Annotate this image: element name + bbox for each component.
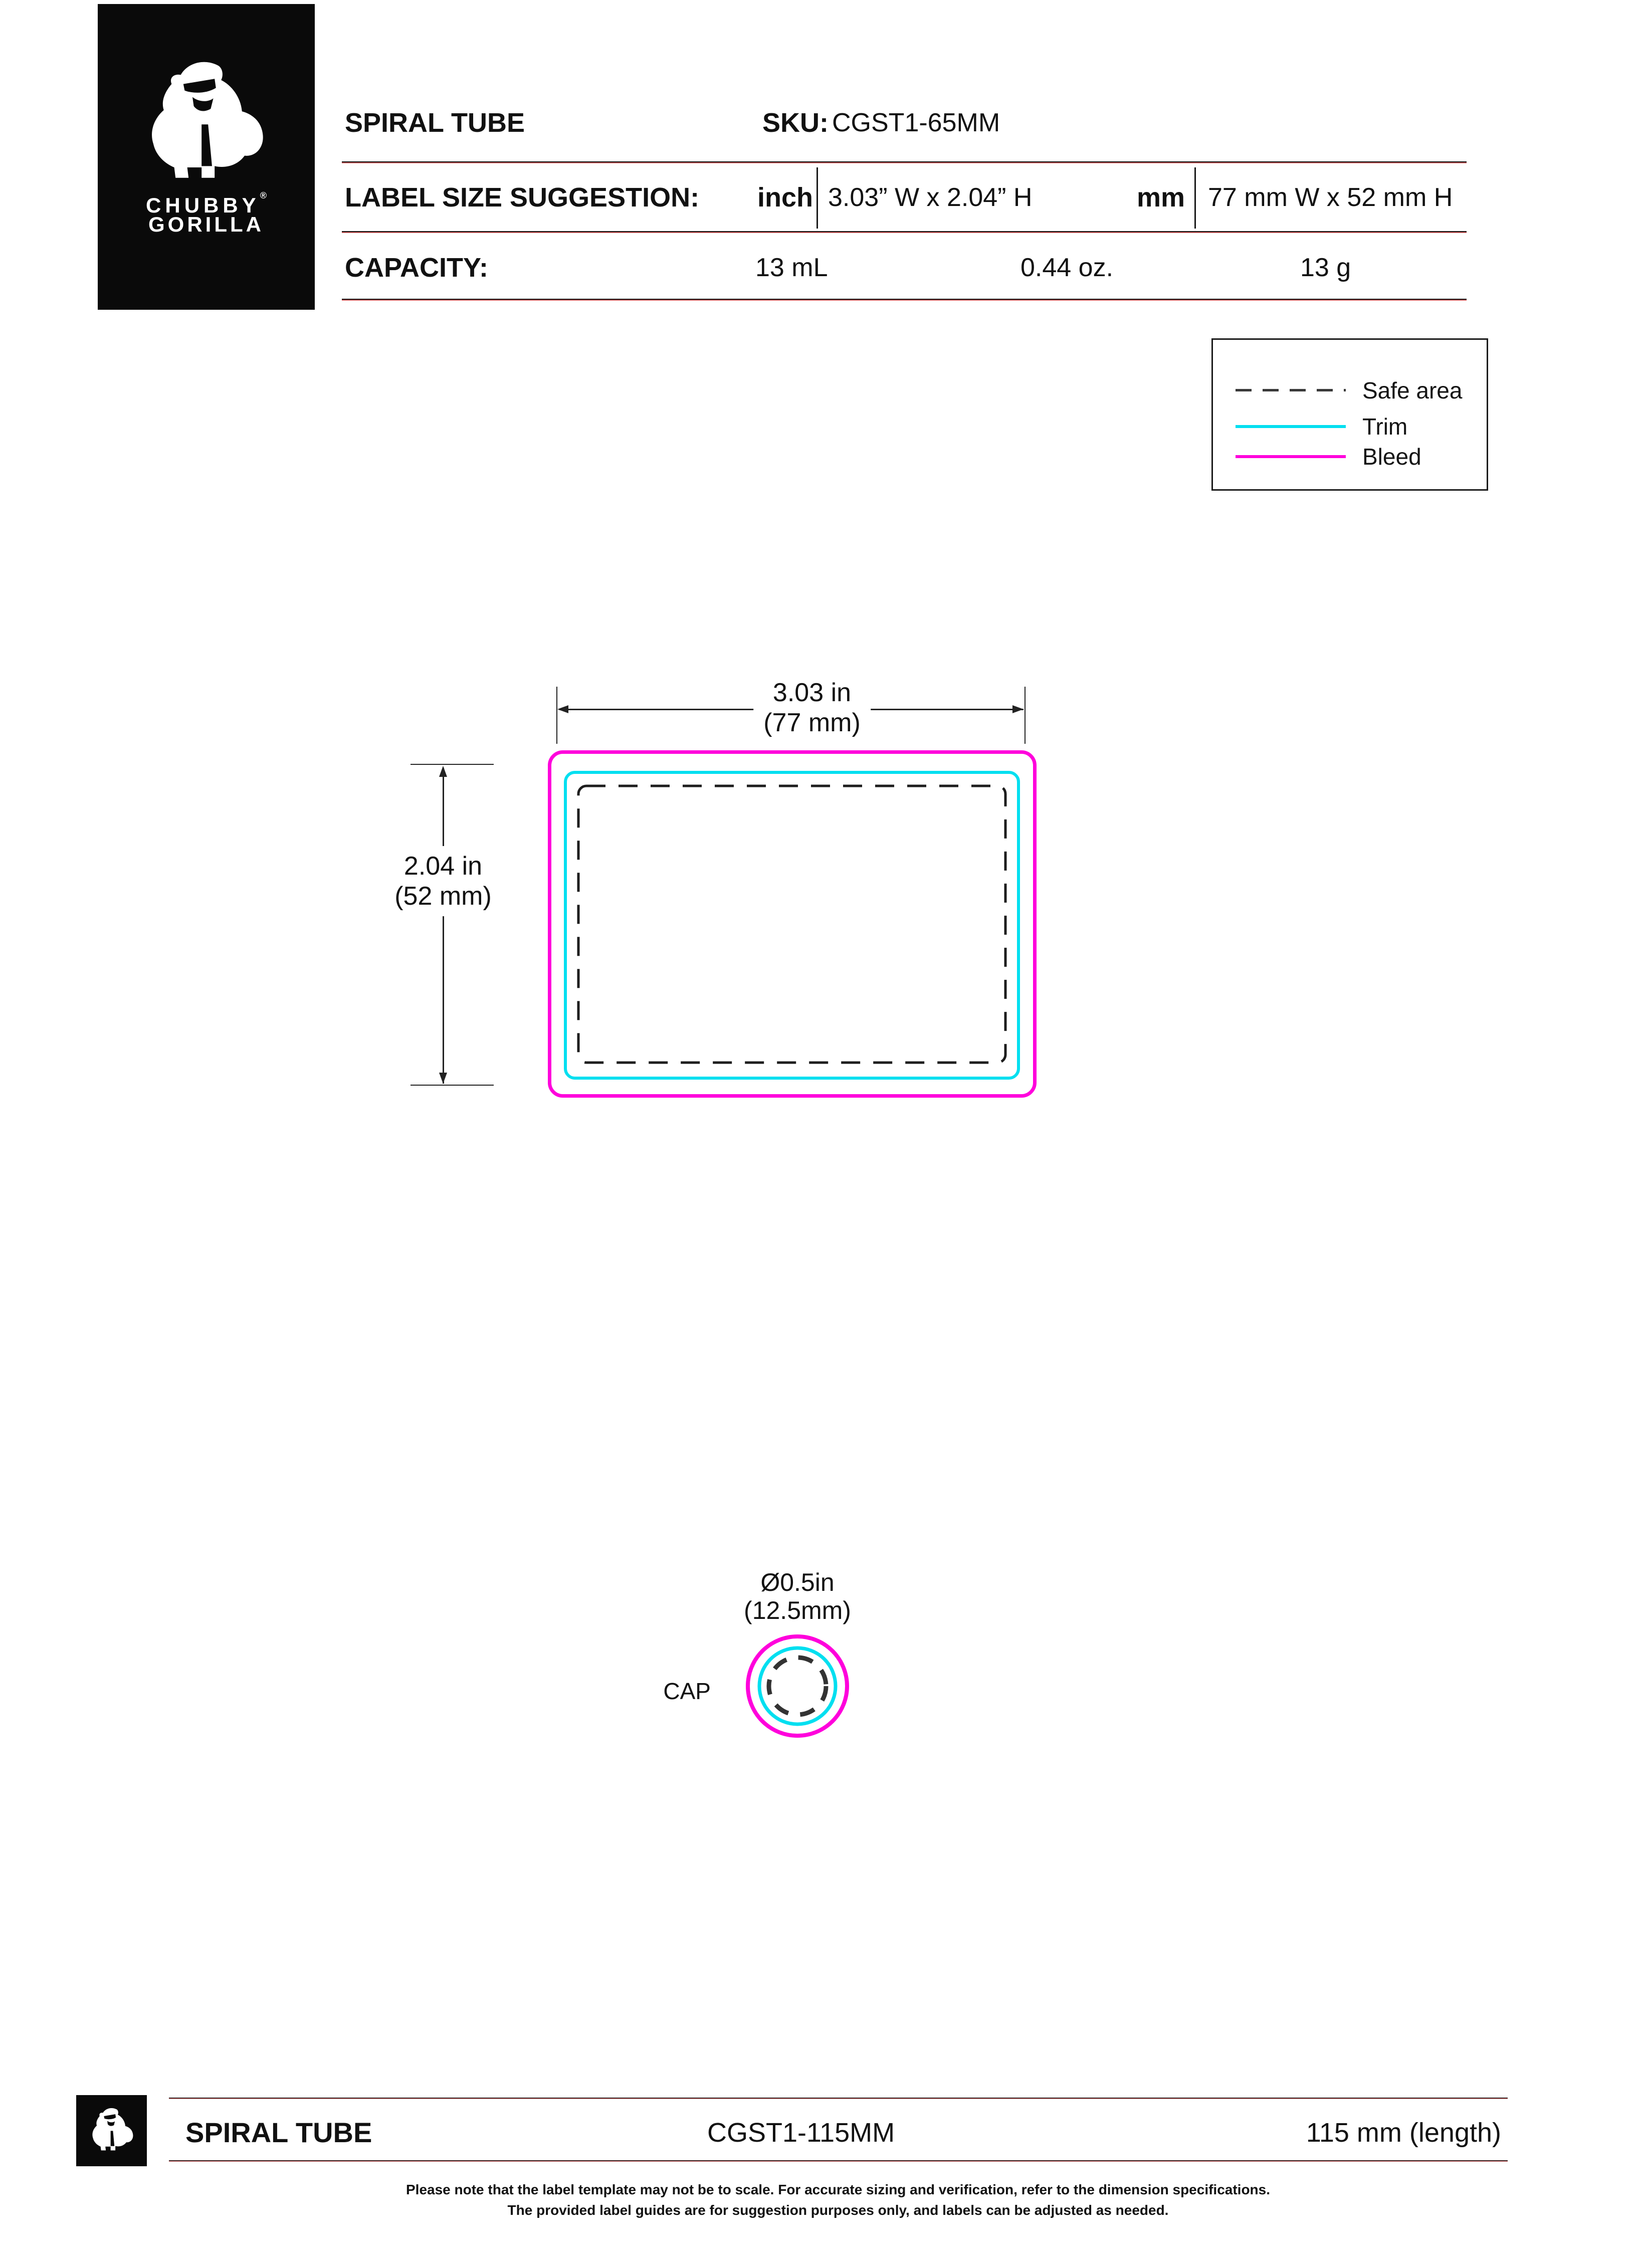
legend-box [1211, 338, 1488, 491]
footer-rule-top [169, 2098, 1508, 2099]
trim-line-sample [1236, 425, 1346, 428]
height-dimension-line [443, 768, 444, 1084]
footer-product-title: SPIRAL TUBE [185, 2117, 372, 2148]
product-title: SPIRAL TUBE [345, 108, 525, 138]
header-rule-2 [342, 231, 1467, 233]
capacity-g-value: 13 g [1300, 253, 1351, 282]
arrow-down-icon [439, 1073, 447, 1084]
cap-outline [742, 1631, 853, 1741]
sku-value: CGST1-65MM [832, 108, 1000, 137]
height-extension-line-top [411, 764, 494, 765]
cap-diameter-inches: Ø0.5in [760, 1568, 835, 1596]
footer-rule-bottom [169, 2160, 1508, 2162]
label-size-suggestion-label: LABEL SIZE SUGGESTION: [345, 182, 700, 213]
legend-bleed-label: Bleed [1362, 444, 1421, 470]
footer-note-line1: Please note that the label template may not be to scale. For accurate sizing and verification, refer to the dimension specifications. [405, 2182, 1271, 2197]
bleed-line-sample [1236, 455, 1346, 458]
footer-length-value: 115 mm (length) [1306, 2118, 1501, 2148]
brand-name-chubby: CHUBBY [146, 193, 260, 217]
footer-note-line2: The provided label guides are for suggestion purposes only, and labels can be adjusted as needed. [507, 2202, 1169, 2218]
arrow-right-icon [1012, 705, 1023, 713]
header-rule-3 [342, 299, 1467, 301]
legend-trim-label: Trim [1362, 414, 1408, 440]
divider-inch [816, 167, 818, 229]
gorilla-icon [140, 57, 271, 187]
safe-area-outline [575, 783, 1008, 1066]
width-millimeters: (77 mm) [763, 708, 861, 737]
safe-area-line-sample [1236, 389, 1346, 391]
cap-label: CAP [663, 1678, 711, 1704]
brand-logo [98, 4, 315, 310]
height-extension-line-bottom [411, 1085, 494, 1086]
mm-size-value: 77 mm W x 52 mm H [1208, 183, 1453, 212]
inch-size-value: 3.03” W x 2.04” H [828, 183, 1033, 212]
width-extension-line-right [1025, 687, 1026, 744]
registered-mark: ® [260, 190, 267, 200]
capacity-label: CAPACITY: [345, 253, 488, 283]
divider-mm [1194, 167, 1196, 229]
cap-diameter-millimeters: (12.5mm) [744, 1596, 851, 1624]
footer-sku-value: CGST1-115MM [707, 2118, 895, 2148]
mm-unit-label: mm [1136, 182, 1185, 213]
cap-diameter-text [744, 1568, 851, 1624]
brand-wordmark-line2: GORILLA [148, 213, 264, 236]
height-millimeters: (52 mm) [394, 882, 492, 911]
capacity-oz-value: 0.44 oz. [1020, 253, 1114, 282]
height-inches: 2.04 in [403, 852, 483, 881]
height-dimension-text [387, 846, 499, 916]
footer-logo [76, 2095, 147, 2166]
arrow-up-icon [439, 766, 447, 777]
width-extension-line-left [556, 687, 557, 744]
width-inches: 3.03 in [772, 678, 852, 707]
gorilla-icon [88, 2106, 136, 2154]
sku-label: SKU: [762, 108, 829, 138]
width-dimension-text [753, 675, 871, 741]
legend-safe-area-label: Safe area [1362, 377, 1463, 403]
capacity-ml-value: 13 mL [755, 253, 828, 282]
inch-unit-label: inch [757, 182, 813, 213]
arrow-left-icon [557, 705, 568, 713]
header-rule-1 [342, 161, 1467, 163]
